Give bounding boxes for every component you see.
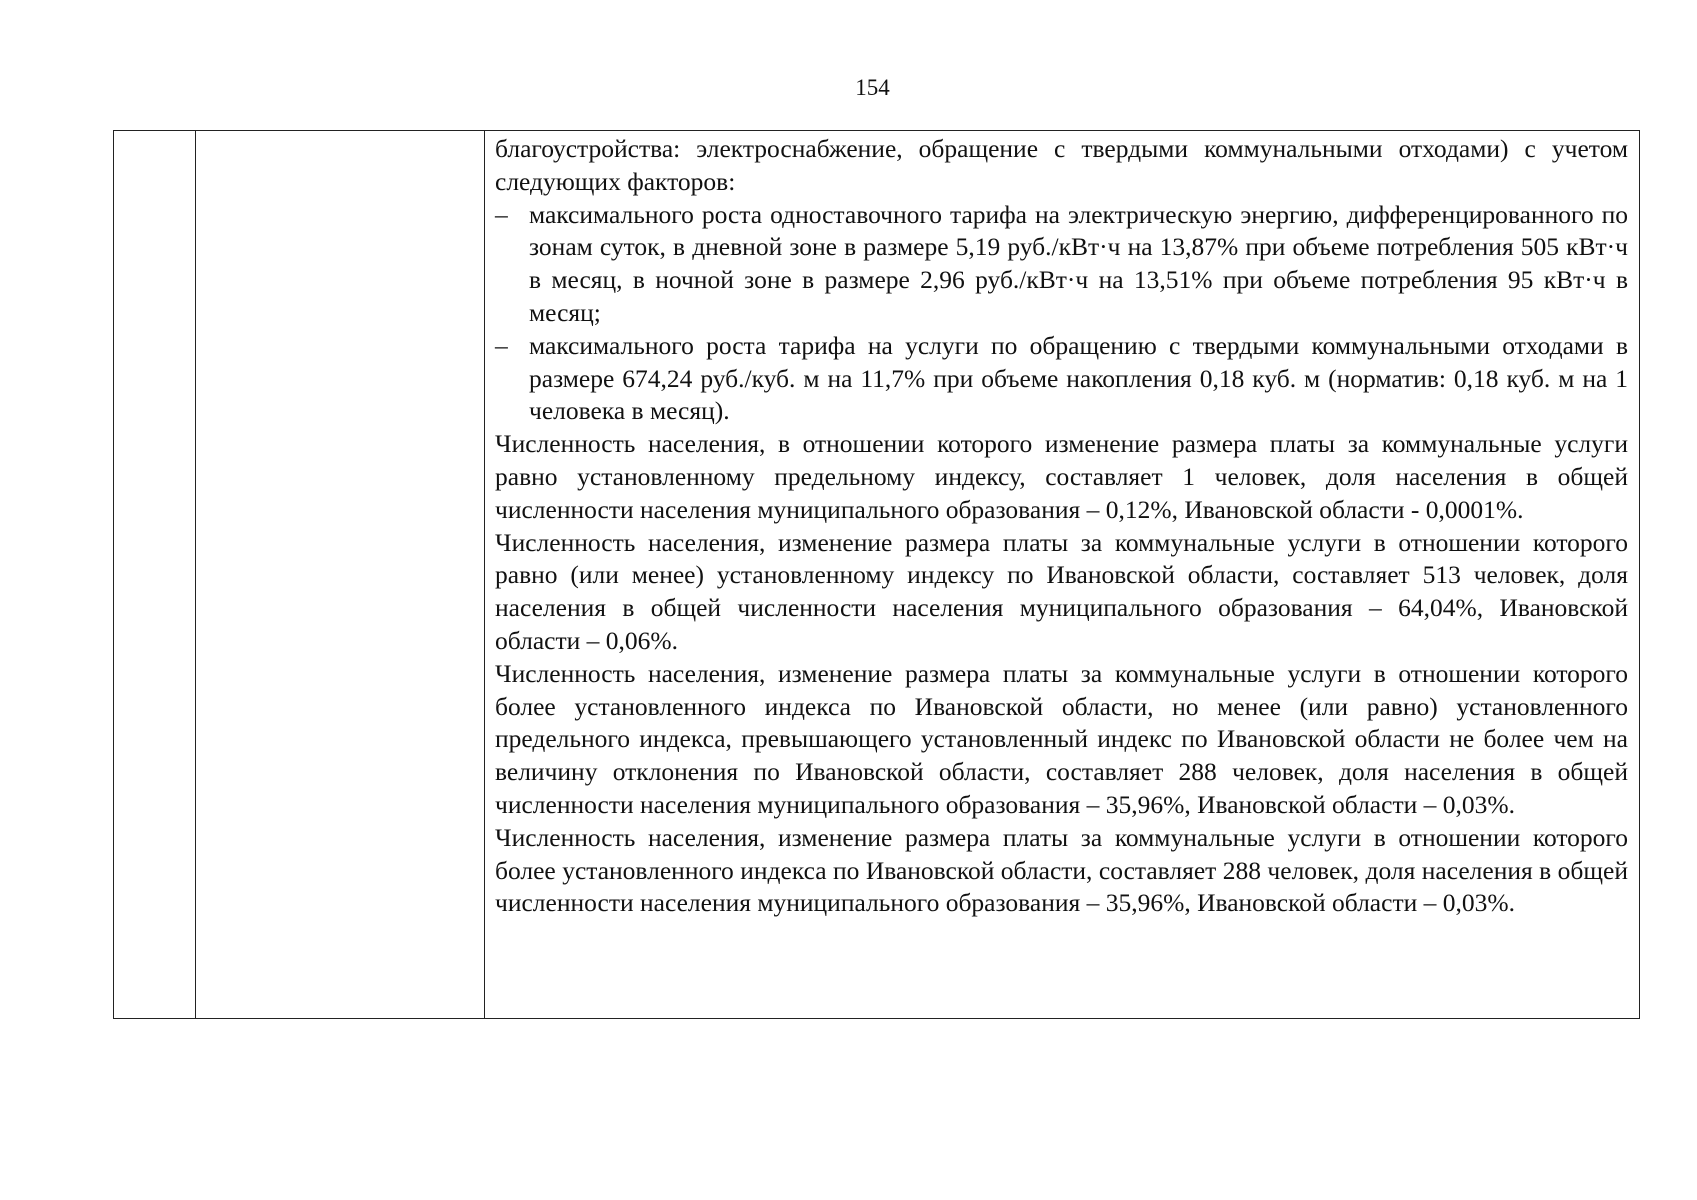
bullet-item-waste [495,330,1628,428]
table-row [114,131,1640,1019]
intro-paragraph: благоустройства: электроснабжение, обращение с твердыми коммунальными отходами) с учетом следующих факторов: [495,134,1628,196]
paragraph-population-equal-index: Численность населения, изменение размера платы за коммунальные услуги в отношении которого равно (или менее) установленному индексу по Ивановской области, составляет 513 человек, доля населения в общей численности населения муниципального образования – 64,04%, Ивановской области – 0,06%. [495,527,1628,655]
page-number: 154 [855,75,890,100]
table-cell-name [196,131,485,1019]
document-table [113,130,1640,1019]
paragraph-population-above-index: Численность населения, изменение размера платы за коммунальные услуги в отношении которого более установленного индекса по Ивановской области, составляет 288 человек, доля населения в общей численности населения муниципального образования – 35,96%, Ивановской области – 0,03%. [495,822,1628,918]
bullet-text: максимального роста тарифа на услуги по обращению с твердыми коммунальными отходами в размере 674,24 руб./куб. м на 11,7% при объеме накопления 0,18 куб. м (норматив: 0,18 куб. м на 1 человека в месяц). [529,330,1628,426]
paragraph-population-between-index: Численность населения, изменение размера платы за коммунальные услуги в отношении которого более установленного индекса по Ивановской области, но менее (или равно) установленного предельного индекса, превышающего установленный индекс по Ивановской области не более чем на величину отклонения по Ивановской области, составляет 288 человек, доля населения в общей численности населения муниципального образования – 35,96%, Ивановской области – 0,03%. [495,658,1628,819]
paragraph-population-limit-index: Численность населения, в отношении которого изменение размера платы за коммунальные услуги равно установленному предельному индексу, составляет 1 человек, доля населения в общей численности населения муниципального образования – 0,12%, Ивановской области - 0,0001%. [495,429,1628,524]
table-cell-number [114,131,196,1019]
dash-marker: – [495,199,508,229]
table-cell-content [485,131,1640,1019]
bullet-item-electricity [495,199,1628,330]
bullet-text: максимального роста одноставочного тарифа на электрическую энергию, дифференцированного по зонам суток, в дневной зоне в размере 5,19 руб./кВт·ч на 13,87% при объеме потребления 505 кВт·ч в месяц, в ночной зоне в размере 2,96 руб./кВт·ч на 13,51% при объеме потребления 95 кВт·ч в месяц; [529,199,1628,327]
dash-marker: – [495,330,508,360]
